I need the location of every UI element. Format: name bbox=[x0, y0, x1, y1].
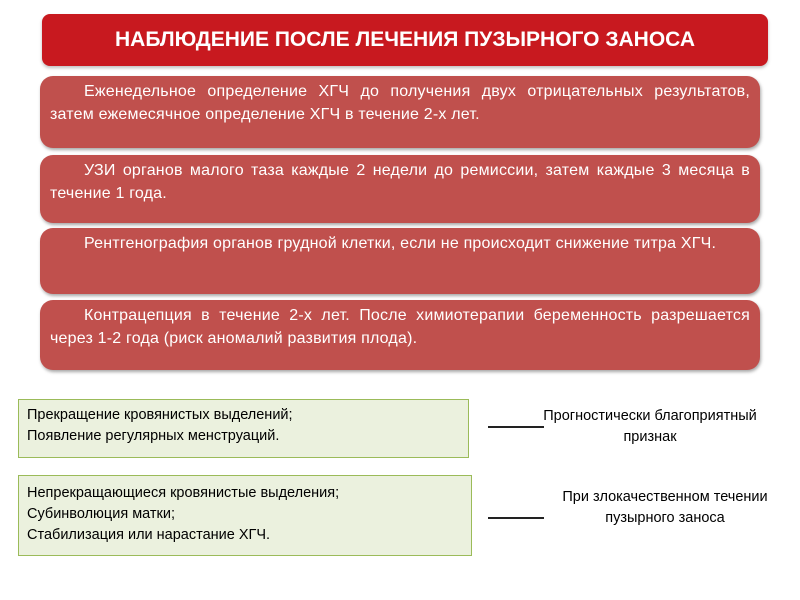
pelvic-ultrasound-card bbox=[40, 155, 760, 223]
malignant-result-text: При злокачественном течении пузырного заноса bbox=[562, 489, 768, 526]
pelvic-ultrasound-text: УЗИ органов малого таза каждые 2 недели до ремиссии, затем каждые 3 месяца в течение 1 года. bbox=[50, 162, 750, 202]
hcg-monitoring-text: Еженедельное определение ХГЧ до получения двух отрицательных результатов, затем ежемесячное определение ХГЧ в течение 2-х лет. bbox=[50, 83, 750, 123]
malignant-sign-item: Субинволюция матки; bbox=[27, 506, 176, 522]
chest-xray-text: Рентгенография органов грудной клетки, если не происходит снижение титра ХГЧ. bbox=[84, 235, 717, 252]
favorable-sign-item: Появление регулярных менструаций. bbox=[27, 428, 280, 444]
chest-xray-card bbox=[40, 228, 760, 294]
contraception-text: Контрацепция в течение 2-х лет. После химиотерапии беременность разрешается через 1-2 года (риск аномалий развития плода). bbox=[50, 307, 750, 347]
slide-title bbox=[42, 14, 768, 66]
favorable-result-text: Прогностически благоприятный признак bbox=[543, 408, 757, 445]
favorable-signs-box bbox=[18, 399, 469, 458]
malignant-sign-item: Стабилизация или нарастание ХГЧ. bbox=[27, 527, 271, 543]
contraception-card bbox=[40, 300, 760, 370]
favorable-sign-item: Прекращение кровянистых выделений; bbox=[27, 407, 293, 423]
malignant-connector-line bbox=[488, 517, 544, 519]
slide-title-text: НАБЛЮДЕНИЕ ПОСЛЕ ЛЕЧЕНИЯ ПУЗЫРНОГО ЗАНОСА bbox=[115, 28, 695, 51]
malignant-sign-item: Непрекращающиеся кровянистые выделения; bbox=[27, 485, 340, 501]
malignant-signs-box bbox=[18, 475, 472, 556]
hcg-monitoring-card bbox=[40, 76, 760, 148]
